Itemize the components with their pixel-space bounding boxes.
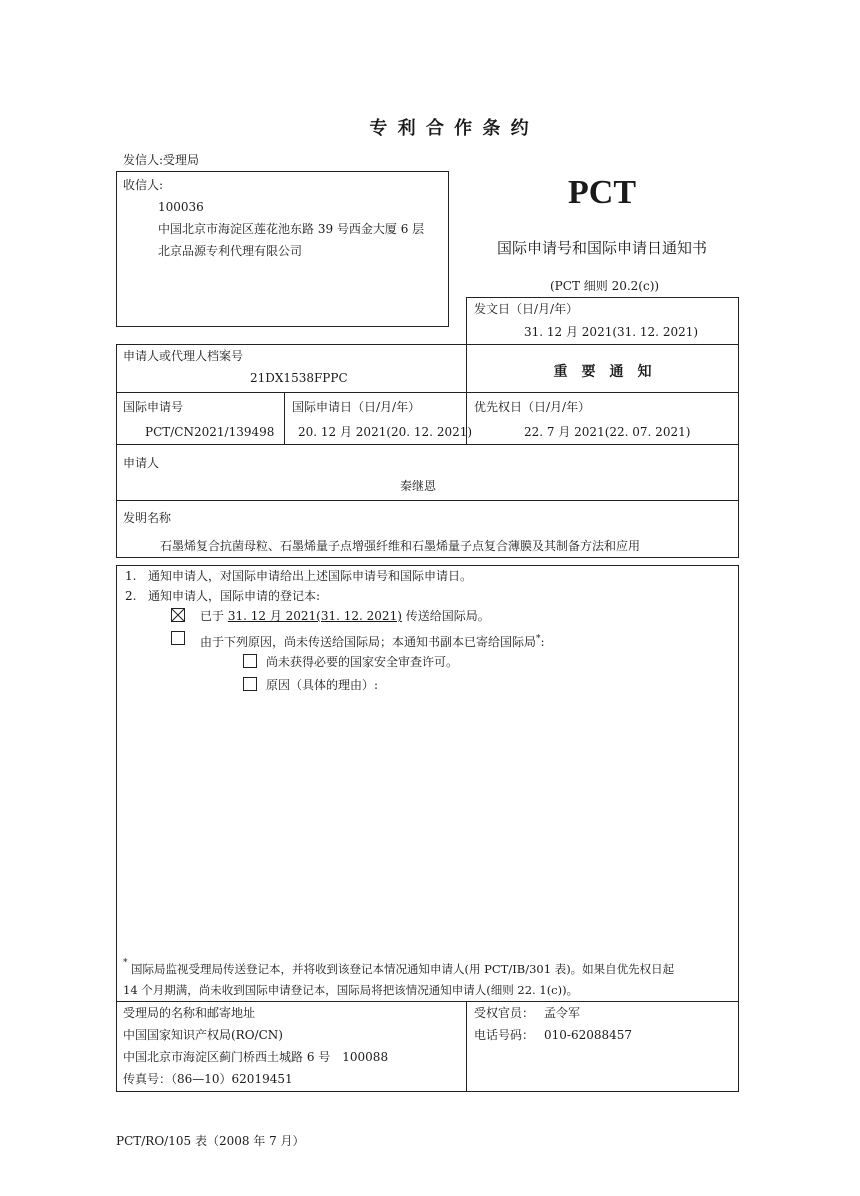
phone-label: 电话号码： [474,1028,535,1042]
option-not-sent-colon: : [540,635,545,649]
item-1-number: 1. [125,569,137,583]
option-sent-checkbox[interactable] [171,608,185,622]
intl-filing-date-label: 国际申请日（日/月/年） [292,400,421,414]
footnote-line-1: 国际局监视受理局传送登记本，并将收到该登记本情况通知申请人(用 PCT/IB/301 表)。如果自优先权日起 [131,962,675,976]
divider [284,392,285,444]
dispatch-date-value: 31. 12 月 2021(31. 12. 2021) [524,325,699,339]
priority-date-label: 优先权日（日/月/年） [474,400,591,414]
file-ref-value: 21DX1538FPPC [250,371,348,385]
recipient-label: 收信人: [123,178,164,192]
recipient-address: 中国北京市海淀区莲花池东路 39 号西金大厦 6 层 [158,222,425,236]
invention-title: 石墨烯复合抗菌母粒、石墨烯量子点增强纤维和石墨烯量子点复合薄膜及其制备方法和应用 [160,539,641,553]
cross-check-icon [172,609,184,621]
divider [116,392,739,393]
applicant-label: 申请人 [123,456,160,470]
item-2-number: 2. [125,589,137,603]
recipient-agency: 北京品源专利代理有限公司 [158,244,303,258]
office-fax: 传真号：（86—10）62019451 [123,1072,293,1086]
sender: 发信人:受理局 [123,153,200,167]
office-name: 中国国家知识产权局(RO/CN) [123,1028,283,1042]
officer-name: 孟令军 [544,1006,581,1020]
security-review-text: 尚未获得必要的国家安全审查许可。 [266,655,459,669]
office-label: 受理局的名称和邮寄地址 [123,1006,256,1020]
document-title: 专 利 合 作 条 约 [369,118,531,139]
security-review-checkbox[interactable] [243,654,257,668]
officer-label: 受权官员： [474,1006,535,1020]
item-1-text: 通知申请人，对国际申请给出上述国际申请号和国际申请日。 [148,569,473,583]
asterisk-mark: * [536,634,541,644]
option-sent-text [200,608,490,624]
pct-rule: (PCT 细则 20.2(c)) [550,279,660,293]
item-2-text: 通知申请人，国际申请的登记本: [148,589,321,603]
option-not-sent-label: 由于下列原因，尚未传送给国际局；本通知书副本已寄给国际局 [200,635,537,649]
option-not-sent-checkbox[interactable] [171,631,185,645]
pct-logo: PCT [568,174,636,211]
intl-app-no-label: 国际申请号 [123,400,184,414]
dispatch-date-label: 发文日（日/月/年） [474,302,579,316]
intl-filing-date-value: 20. 12 月 2021(20. 12. 2021) [298,425,473,439]
divider [116,444,739,445]
divider [116,500,739,501]
option-not-sent-text [200,631,545,650]
file-ref-label: 申请人或代理人档案号 [123,349,244,363]
option-sent-suffix: 传送给国际局。 [405,609,490,623]
form-id: PCT/RO/105 表（2008 年 7 月） [116,1134,305,1148]
intl-app-no-value: PCT/CN2021/139498 [145,425,275,439]
footnote-line-2: 14 个月期满，尚未收到国际申请登记本，国际局将把该情况通知申请人(细则 22. 1(c))。 [123,983,579,997]
recipient-postcode: 100036 [158,200,204,214]
option-sent-date: 31. 12 月 2021(31. 12. 2021) [227,609,402,623]
important-notice: 重 要 通 知 [553,364,652,380]
phone-number: 010-62088457 [544,1028,633,1042]
invention-label: 发明名称 [123,511,172,525]
option-sent-prefix: 已于 [200,609,225,623]
priority-date-value: 22. 7 月 2021(22. 07. 2021) [524,425,691,439]
footnote-mark: * [123,958,128,968]
other-reason-checkbox[interactable] [243,677,257,691]
divider [466,1001,467,1092]
applicant-value: 秦继恩 [400,479,437,493]
notice-title: 国际申请号和国际申请日通知书 [496,239,707,257]
office-address: 中国北京市海淀区蓟门桥西土城路 6 号 100088 [123,1050,389,1064]
other-reason-text: 原因（具体的理由）: [266,678,379,692]
